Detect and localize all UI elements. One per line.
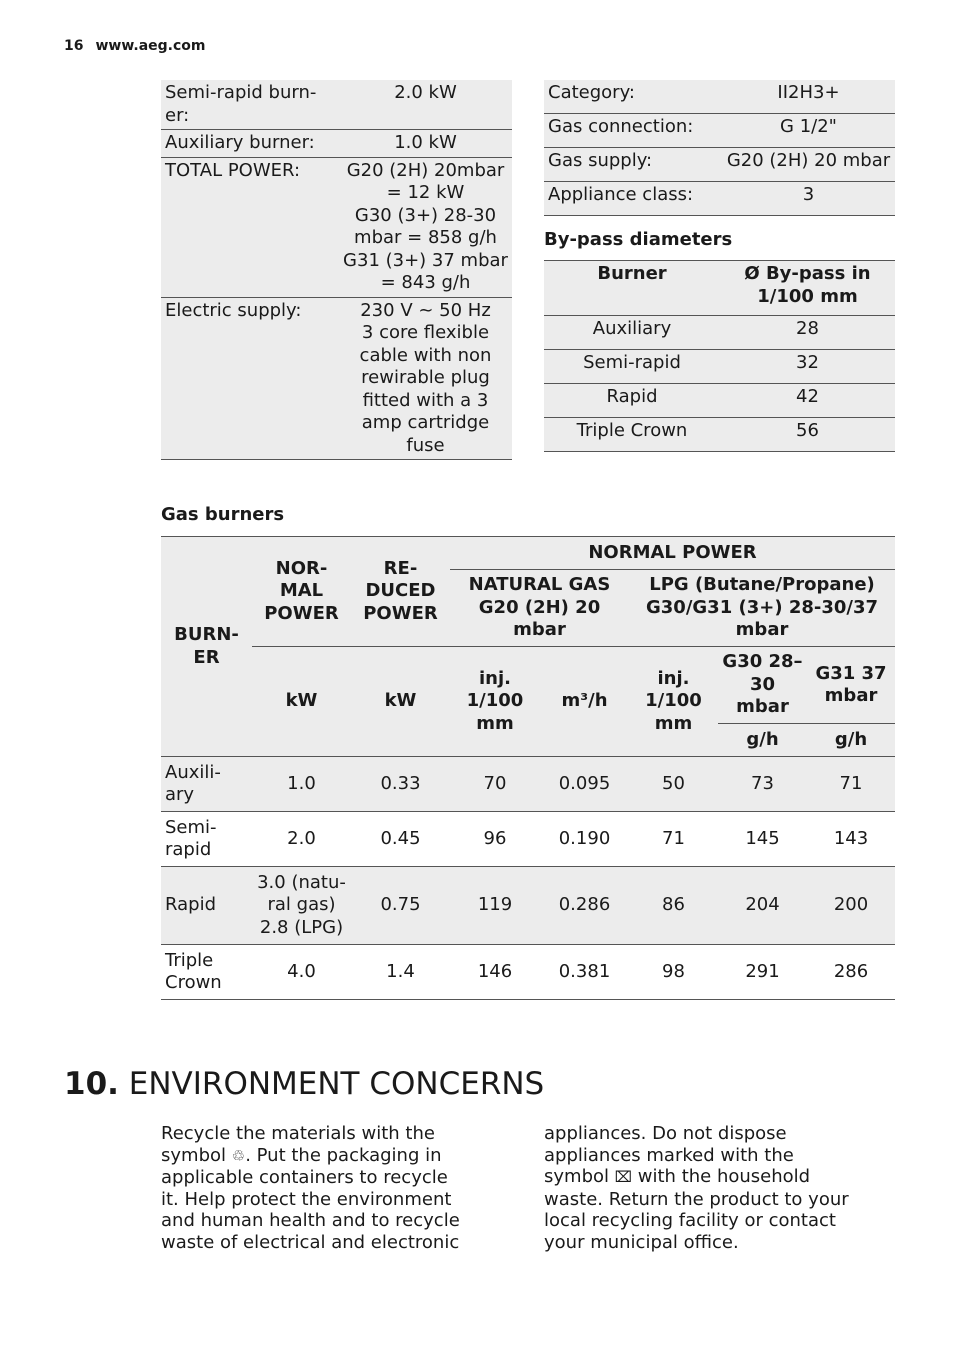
spec-value-line: mbar = 858 g/h <box>354 227 497 248</box>
table-row <box>161 867 895 945</box>
spec-row <box>161 80 512 130</box>
spec-value-line: 1.0 kW <box>394 132 457 153</box>
spec-row <box>544 148 895 182</box>
bypass-burner: Rapid <box>606 386 658 407</box>
cell: 0.190 <box>558 827 611 849</box>
bypass-burner: Auxiliary <box>592 318 672 339</box>
spec-value-line: = 12 kW <box>386 182 465 203</box>
text-column-right <box>544 1123 854 1253</box>
section-heading: ENVIRONMENT CONCERNS <box>128 1066 545 1102</box>
spec-value-line: cable with non <box>359 344 492 366</box>
spec-value-line: G20 (2H) 20mbar <box>346 159 505 181</box>
spec-row <box>161 157 512 297</box>
cell: 0.381 <box>558 960 611 982</box>
header-m3h: m³/h <box>561 690 608 712</box>
spec-value: G20 (2H) 20 mbar <box>726 150 891 171</box>
header-natural-gas: NATURAL GAS G20 (2H) 20 mbar <box>450 570 629 647</box>
spec-label: Appliance class: <box>548 184 694 205</box>
header-kw-reduced: kW <box>384 690 417 712</box>
cell: 86 <box>662 894 685 916</box>
paragraph-text: appliances. Do not dispose appliances marked with the symbol <box>544 1123 794 1187</box>
header-g31: G31 37 mbar <box>807 647 895 724</box>
spec-value-line: 3 core flexible <box>361 322 490 343</box>
spec-value-line: = 843 g/h <box>380 272 471 293</box>
spec-value <box>339 157 512 297</box>
spec-label: TOTAL POWER: <box>165 159 301 181</box>
cell: 71 <box>839 772 863 794</box>
spec-value <box>339 80 512 130</box>
cell: 204 <box>745 894 780 916</box>
bypass-header-burner: Burner <box>597 263 667 284</box>
spec-row <box>544 80 895 114</box>
spec-value-line: 2.0 kW <box>394 82 457 103</box>
spec-label: Gas supply: <box>548 150 653 171</box>
spec-table-right <box>544 80 895 216</box>
bypass-value: 32 <box>796 352 819 373</box>
section-title <box>64 1066 544 1102</box>
cell: 0.095 <box>558 772 611 794</box>
bypass-header-row <box>544 261 895 316</box>
spec-value-line: rewirable plug <box>361 367 490 388</box>
burner-name: Rapid <box>165 894 216 916</box>
table-row <box>161 945 895 1000</box>
table-row <box>544 384 895 418</box>
spec-value-line: fuse <box>406 434 445 456</box>
site-url[interactable]: www.aeg.com <box>95 38 206 54</box>
cell: 50 <box>662 772 685 794</box>
spec-row <box>544 182 895 216</box>
spec-value-line: G30 (3+) 28-30 <box>354 204 497 226</box>
spec-row <box>161 130 512 158</box>
cell: 71 <box>662 827 685 849</box>
burner-name: Semi-rapid <box>165 816 217 860</box>
cell: 143 <box>833 827 869 849</box>
gas-burners-title: Gas burners <box>161 504 285 525</box>
spec-value <box>339 297 512 460</box>
header-inj-natural: inj. 1/100 mm <box>466 667 524 734</box>
cell: 145 <box>745 827 780 849</box>
burner-name: Auxili-ary <box>165 761 221 805</box>
cell: 2.0 <box>287 827 316 849</box>
paragraph-text: with the household waste. Return the product to your local recycling facility or contact your municipal office. <box>544 1166 849 1253</box>
cell: 1.0 <box>287 772 316 794</box>
spec-label: Auxiliary burner: <box>165 132 315 153</box>
spec-value-line: fitted with a 3 <box>362 389 489 411</box>
bypass-burner: Triple Crown <box>576 420 688 441</box>
burner-name: Triple Crown <box>165 949 222 993</box>
spec-label: Semi-rapid burn-er: <box>165 82 317 126</box>
header-normal-power-group: NORMAL POWER <box>450 537 895 570</box>
header-gh-g30: g/h <box>746 728 779 750</box>
bypass-value: 28 <box>796 318 819 339</box>
spec-value-line: G31 (3+) 37 mbar <box>343 249 508 271</box>
table-row <box>161 812 895 867</box>
bypass-value: 56 <box>796 420 819 441</box>
spec-row <box>161 297 512 460</box>
header-normal-power: NOR-MAL POWER <box>252 537 351 647</box>
bypass-header-diameter: Ø By-pass in 1/100 mm <box>744 263 871 307</box>
cell: 0.75 <box>380 894 421 916</box>
paragraph-text: . Put the packaging in applicable containers to recycle it. Help protect the environment and human health and to recycle waste of electrical and electronic <box>161 1144 460 1253</box>
spec-label: Electric supply: <box>165 299 302 321</box>
cell: 73 <box>751 772 774 794</box>
header-lpg: LPG (Butane/Propane) G30/G31 (3+) 28-30/37 mbar <box>629 570 895 647</box>
paragraph-text: Recycle the materials with the symbol <box>161 1123 435 1166</box>
cell: 98 <box>662 960 685 982</box>
cell: 200 <box>833 894 869 916</box>
spec-value-line: 230 V ~ 50 Hz <box>360 299 491 321</box>
header-burner: BURN-ER <box>174 624 239 668</box>
cell: 3.0 (natu-ral gas) 2.8 (LPG) <box>257 871 346 938</box>
cell: 0.45 <box>380 827 421 849</box>
spec-value-line: amp cartridge <box>361 412 490 433</box>
header-inj-lpg: inj. 1/100 mm <box>645 667 702 734</box>
spec-value <box>339 130 512 158</box>
bypass-title: By-pass diameters <box>544 229 733 250</box>
header-gh-g31: g/h <box>834 728 868 750</box>
crossed-bin-icon: ⌧ <box>614 1168 633 1186</box>
spec-value: 3 <box>802 184 815 205</box>
gas-burners-table <box>161 536 895 1000</box>
cell: 96 <box>483 827 507 849</box>
page-header <box>64 38 206 54</box>
spec-label: Gas connection: <box>548 116 694 137</box>
cell: 4.0 <box>287 960 316 982</box>
bypass-table <box>544 260 895 452</box>
cell: 0.33 <box>380 772 421 794</box>
cell: 70 <box>483 772 507 794</box>
bypass-value: 42 <box>796 386 819 407</box>
header-reduced-power: RE-DUCED POWER <box>351 537 450 647</box>
table-row <box>161 757 895 812</box>
spec-label: Category: <box>548 82 635 103</box>
cell: 291 <box>745 960 780 982</box>
spec-value: G 1/2" <box>780 116 837 137</box>
page-number: 16 <box>64 38 84 54</box>
cell: 119 <box>477 894 513 916</box>
spec-table-left <box>161 80 512 460</box>
table-row <box>544 350 895 384</box>
spec-row <box>544 114 895 148</box>
cell: 146 <box>477 960 513 982</box>
cell: 0.286 <box>558 894 611 916</box>
section-number: 10. <box>64 1066 119 1102</box>
header-kw-normal: kW <box>285 690 318 712</box>
text-column-left <box>161 1123 471 1253</box>
table-row <box>544 316 895 350</box>
cell: 286 <box>833 960 869 982</box>
cell: 1.4 <box>386 960 415 982</box>
table-row <box>544 418 895 452</box>
recycle-icon: ♲ <box>231 1146 246 1165</box>
header-g30: G30 28–30 mbar <box>718 647 807 724</box>
spec-value: II2H3+ <box>777 82 840 103</box>
bypass-burner: Semi-rapid <box>583 352 681 373</box>
